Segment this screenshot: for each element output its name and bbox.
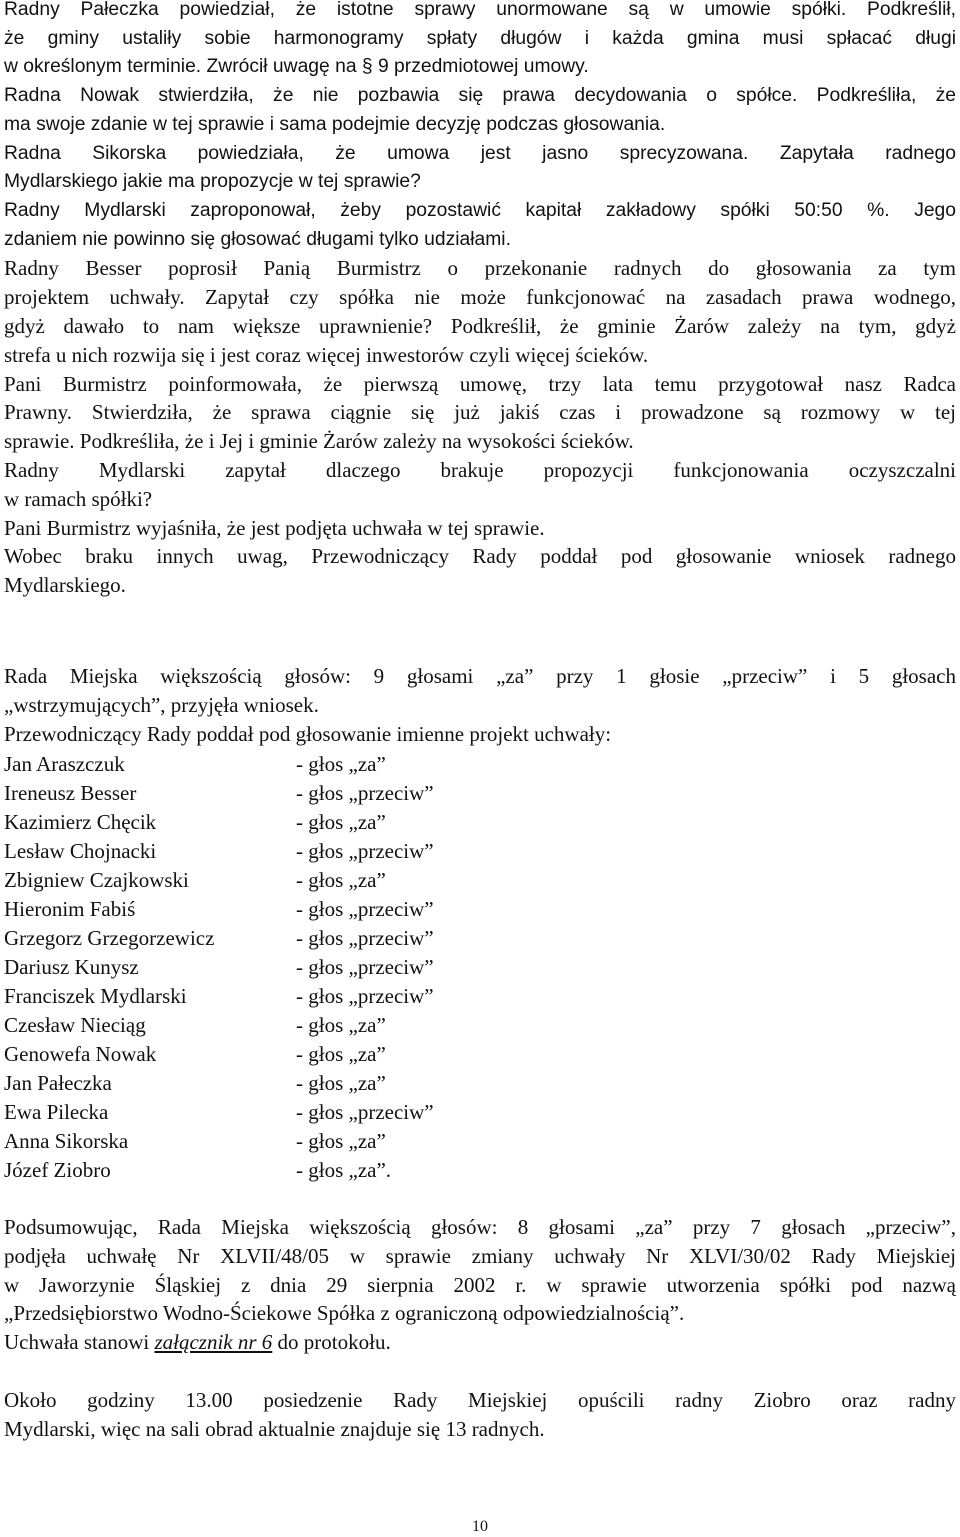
paragraph-line: Radna Sikorska powiedziała, że umowa jest jasno sprecyzowana. Zapytała radnego [4,142,956,164]
discussion-section [4,0,956,600]
paragraph-line: „Przedsiębiorstwo Wodno-Ściekowe Spółka z ograniczoną odpowiedzialnością”. [4,1301,685,1326]
vote-value: - głos „za” [296,1129,386,1153]
page-number: 10 [472,1518,488,1535]
vote-row [4,750,956,779]
councillor-name: Zbigniew Czajkowski [4,868,189,892]
paragraph-line: w określonym terminie. Zwrócił uwagę na § 9 przedmiotowej umowy. [4,56,589,78]
vote-value: - głos „za” [296,1042,386,1066]
paragraph-line: Mydlarskiego jakie ma propozycje w tej sprawie? [4,171,421,193]
vote-row [4,779,956,808]
councillor-name: Anna Sikorska [4,1129,129,1153]
paragraph-line: „wstrzymujących”, przyjęła wniosek. [4,692,319,717]
vote-value: - głos „przeciw” [296,984,434,1008]
vote-row [4,982,956,1011]
vote-row [4,1156,956,1185]
vote-row [4,895,956,924]
councillor-name: Dariusz Kunysz [4,955,139,979]
paragraph-line: gdyż dawało to nam większe uprawnienie? Podkreślił, że gminie Żarów zależy na tym, gdyż [4,313,956,338]
councillor-name: Ireneusz Besser [4,781,137,805]
attachment-note [4,1328,956,1357]
vote-row [4,837,956,866]
paragraph-line: Radna Nowak stwierdziła, że nie pozbawia się prawa decydowania o spółce. Podkreśliła, że [4,85,956,107]
paragraph-line: sprawie. Podkreśliła, że i Jej i gminie Żarów zależy na wysokości ścieków. [4,429,634,454]
vote-value: - głos „za” [296,1071,386,1095]
councillor-name: Ewa Pilecka [4,1100,109,1124]
paragraph-line: ma swoje zdanie w tej sprawie i sama podejmie decyzję podczas głosowania. [4,113,666,135]
paragraph-line: Radny Mydlarski zaproponował, żeby pozostawić kapitał zakładowy spółki 50:50 %. Jego [4,199,956,221]
attendance-note [4,1386,956,1444]
paragraph-line: Radny Besser poprosił Panią Burmistrz o przekonanie radnych do głosowania za tym [4,256,956,281]
paragraph-line: Pani Burmistrz poinformowała, że pierwszą umowę, trzy lata temu przygotował nasz Radca [4,371,956,396]
vote-row [4,866,956,895]
vote-value: - głos „przeciw” [296,839,434,863]
paragraph-line: projektem uchwały. Zapytał czy spółka nie może funkcjonować na zasadach prawa wodnego, [4,285,956,310]
paragraph-line: strefa u nich rozwija się i jest coraz więcej inwestorów czyli więcej ścieków. [4,342,649,367]
councillor-name: Jan Araszczuk [4,752,125,776]
vote-value: - głos „za” [296,1013,386,1037]
vote-row [4,1127,956,1156]
motion-vote-result [4,662,956,720]
paragraph-line: w ramach spółki? [4,486,153,511]
attachment-link[interactable]: załącznik nr 6 [154,1330,273,1355]
vote-value: - głos „przeciw” [296,781,434,805]
paragraph-line: Radny Mydlarski zapytał dlaczego brakuje propozycji funkcjonowania oczyszczalni [4,457,956,482]
paragraph-line: Radny Pałeczka powiedział, że istotne sprawy unormowane są w umowie spółki. Podkreślił, [4,0,956,20]
paragraph-line: Podsumowując, Rada Miejska większością głosów: 8 głosami „za” przy 7 głosach „przeciw”, [4,1215,956,1239]
councillor-name: Jan Pałeczka [4,1071,112,1095]
paragraph-line: Mydlarski, więc na sali obrad aktualnie znajduje się 13 radnych. [4,1416,545,1441]
roll-call-intro [4,720,956,749]
councillor-name: Franciszek Mydlarski [4,984,187,1008]
councillor-name: Józef Ziobro [4,1158,111,1182]
vote-value: - głos „przeciw” [296,955,434,979]
paragraph-line: zdaniem nie powinno się głosować długami tylko udziałami. [4,228,511,250]
vote-row [4,1098,956,1127]
paragraph-line: podjęła uchwałę Nr XLVII/48/05 w sprawie zmiany uchwały Nr XLVI/30/02 Rady Miejskiej [4,1243,956,1268]
paragraph-line: Przewodniczący Rady poddał pod głosowanie imienne projekt uchwały: [4,722,612,746]
councillor-name: Lesław Chojnacki [4,839,157,863]
councillor-name: Hieronim Fabiś [4,897,136,921]
paragraph-line: Rada Miejska większością głosów: 9 głosami „za” przy 1 głosie „przeciw” i 5 głosach [4,664,956,688]
resolution-summary [4,1213,956,1357]
vote-row [4,1069,956,1098]
councillor-name: Genowefa Nowak [4,1042,157,1066]
vote-value: - głos „za” [296,752,386,776]
attachment-prefix: Uchwała stanowi [4,1330,155,1355]
vote-row [4,808,956,837]
councillor-name: Grzegorz Grzegorzewicz [4,926,215,950]
vote-row [4,1040,956,1069]
paragraph-line: Około godziny 13.00 posiedzenie Rady Miejskiej opuścili radny Ziobro oraz radny [4,1388,956,1412]
vote-row [4,1011,956,1040]
paragraph-line: Mydlarskiego. [4,573,126,598]
attachment-suffix: do protokołu. [272,1330,391,1355]
vote-value: - głos „za” [296,868,386,892]
roll-call-vote-list [4,750,956,1185]
councillor-name: Czesław Nieciąg [4,1013,146,1037]
vote-value: - głos „za”. [296,1158,392,1182]
vote-value: - głos „za” [296,810,386,834]
paragraph-line: Prawny. Stwierdziła, że sprawa ciągnie się już jakiś czas i prowadzone są rozmowy w tej [4,400,956,425]
paragraph-line: Pani Burmistrz wyjaśniła, że jest podjęta uchwała w tej sprawie. [4,515,545,540]
paragraph-line: że gminy ustaliły sobie harmonogramy spłaty długów i każda gmina musi spłacać długi [4,27,956,49]
paragraph-line: Wobec braku innych uwag, Przewodniczący Rady poddał pod głosowanie wniosek radnego [4,544,956,569]
vote-row [4,924,956,953]
paragraph-line: w Jaworzynie Śląskiej z dnia 29 sierpnia 2002 r. w sprawie utworzenia spółki pod nazwą [4,1272,956,1297]
vote-row [4,953,956,982]
vote-value: - głos „przeciw” [296,926,434,950]
vote-value: - głos „przeciw” [296,897,434,921]
councillor-name: Kazimierz Chęcik [4,810,157,834]
vote-value: - głos „przeciw” [296,1100,434,1124]
